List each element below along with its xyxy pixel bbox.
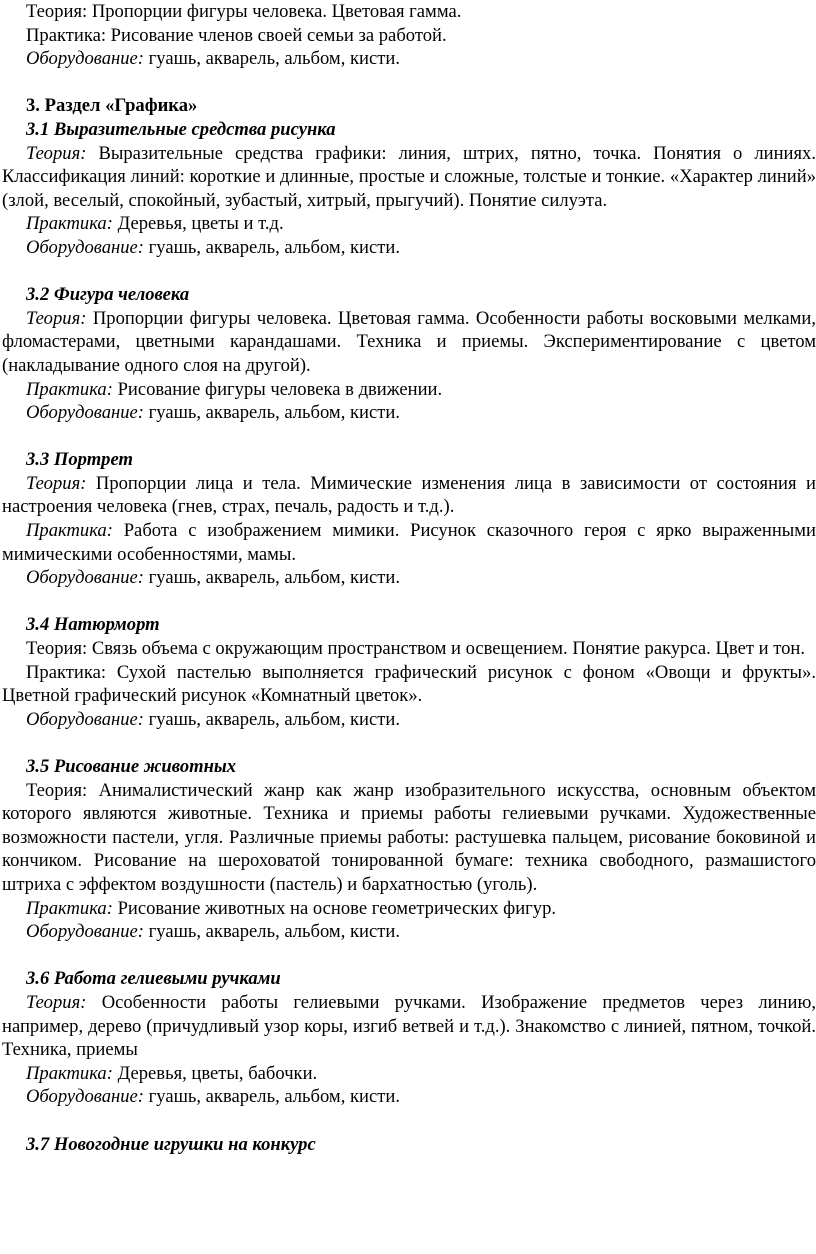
- equipment-text: гуашь, акварель, альбом, кисти.: [148, 921, 400, 943]
- subsection-title: 3.4 Натюрморт: [26, 614, 160, 636]
- equipment-label: Оборудование:: [26, 402, 144, 424]
- theory-text: Анималистический жанр как жанр изобразительного искусства, основным объектом которого являются животные. Техника и приемы работы гелиевыми ручками. Художественные возможности пастели, угля. Различные приемы работы: растушевка пальцем, рисование боковиной и кончиком. Рисование на шероховатой тонированной бумаге: техника свободного, размашистого штриха с эффектом воздушности (пастель) и бархатностью (уголь).: [2, 779, 816, 895]
- theory-label: Теория:: [26, 1, 88, 22]
- subsection-theory: [2, 637, 816, 661]
- subsection-theory: [2, 779, 816, 897]
- practice-label: Практика:: [26, 897, 113, 919]
- practice-label: Практика:: [26, 213, 113, 235]
- practice-text: Рисование животных на основе геометрических фигур.: [117, 897, 557, 919]
- intro-practice: [2, 24, 816, 48]
- theory-text: Пропорции лица и тела. Мимические изменения лица в зависимости от состояния и настроения человека (гнев, страх, печаль, радость и т.д.).: [2, 472, 816, 518]
- subsection-practice: [2, 378, 816, 402]
- practice-label: Практика:: [26, 378, 113, 400]
- theory-label: Теория:: [26, 991, 87, 1013]
- subsection-practice: [2, 1062, 816, 1086]
- equipment-label: Оборудование:: [26, 48, 144, 70]
- intro-theory: [2, 0, 816, 24]
- subsection-title: 3.7 Новогодние игрушки на конкурс: [26, 1133, 316, 1155]
- subsection-equipment: [2, 1085, 816, 1109]
- theory-label: Теория:: [26, 142, 87, 164]
- equipment-label: Оборудование:: [26, 708, 144, 730]
- practice-text: Деревья, цветы и т.д.: [117, 213, 284, 235]
- equipment-label: Оборудование:: [26, 236, 144, 258]
- equipment-text: гуашь, акварель, альбом, кисти.: [148, 1086, 400, 1108]
- subsection-equipment: [2, 708, 816, 732]
- equipment-text: гуашь, акварель, альбом, кисти.: [148, 236, 400, 258]
- practice-label: Практика:: [26, 24, 107, 46]
- practice-text: Рисование членов своей семьи за работой.: [110, 24, 447, 46]
- subsection-equipment: [2, 401, 816, 425]
- equipment-label: Оборудование:: [26, 567, 144, 589]
- practice-label: Практика:: [26, 520, 113, 542]
- equipment-text: гуашь, акварель, альбом, кисти.: [148, 48, 400, 70]
- subsection-title: 3.3 Портрет: [26, 449, 133, 471]
- subsection-practice: [2, 519, 816, 566]
- subsection-theory: [2, 307, 816, 378]
- theory-label: Теория:: [26, 307, 87, 329]
- section-title: 3. Раздел «Графика»: [26, 95, 198, 117]
- practice-label: Практика:: [26, 1062, 113, 1084]
- practice-text: Деревья, цветы, бабочки.: [117, 1062, 318, 1084]
- subsection-practice: [2, 661, 816, 708]
- equipment-text: гуашь, акварель, альбом, кисти.: [148, 708, 400, 730]
- theory-text: Особенности работы гелиевыми ручками. Изображение предметов через линию, например, дерево (причудливый узор коры, изгиб ветвей и т.д.). Знакомство с линией, пятном, точкой. Техника, приемы: [2, 991, 816, 1061]
- intro-equipment: [2, 47, 816, 71]
- subsection-theory: [2, 991, 816, 1062]
- theory-text: Связь объема с окружающим пространством и освещением. Понятие ракурса. Цвет и тон.: [91, 638, 805, 660]
- equipment-label: Оборудование:: [26, 1086, 144, 1108]
- equipment-label: Оборудование:: [26, 921, 144, 943]
- subsection-equipment: [2, 236, 816, 260]
- theory-text: Пропорции фигуры человека. Цветовая гамма.: [91, 1, 462, 22]
- equipment-text: гуашь, акварель, альбом, кисти.: [148, 402, 400, 424]
- subsection-title: 3.5 Рисование животных: [26, 756, 237, 777]
- practice-label: Практика:: [26, 661, 107, 683]
- subsection-practice: [2, 897, 816, 921]
- theory-text: Выразительные средства графики: линия, штрих, пятно, точка. Понятия о линиях. Классификация линий: короткие и длинные, простые и сложные, толстые и тонкие. «Характер линий» (злой, веселый, спокойный, зубастый, хитрый, прыгучий). Понятие силуэта.: [2, 142, 816, 211]
- equipment-text: гуашь, акварель, альбом, кисти.: [148, 567, 400, 589]
- subsection-theory: [2, 472, 816, 519]
- subsection-title: 3.1 Выразительные средства рисунка: [26, 118, 336, 140]
- theory-text: Пропорции фигуры человека. Цветовая гамма. Особенности работы восковыми мелками, фломастерами, цветными карандашами. Техника и приемы. Экспериментирование с цветом (накладывание одного слоя на другой).: [2, 307, 816, 376]
- theory-label: Теория:: [26, 638, 88, 660]
- subsection-equipment: [2, 566, 816, 590]
- subsection-practice: [2, 212, 816, 236]
- subsection-theory: [2, 142, 816, 213]
- subsection-title: 3.2 Фигура человека: [26, 284, 190, 306]
- practice-text: Работа с изображением мимики. Рисунок сказочного героя с ярко выраженными мимическими особенностями, мамы.: [2, 520, 816, 565]
- practice-text: Рисование фигуры человека в движении.: [117, 378, 443, 400]
- theory-label: Теория:: [26, 779, 88, 801]
- practice-text: Сухой пастелью выполняется графический рисунок с фоном «Овощи и фрукты». Цветной графический рисунок «Комнатный цветок».: [2, 661, 816, 707]
- subsection-equipment: [2, 920, 816, 944]
- subsection-title: 3.6 Работа гелиевыми ручками: [26, 968, 281, 990]
- theory-label: Теория:: [26, 472, 87, 494]
